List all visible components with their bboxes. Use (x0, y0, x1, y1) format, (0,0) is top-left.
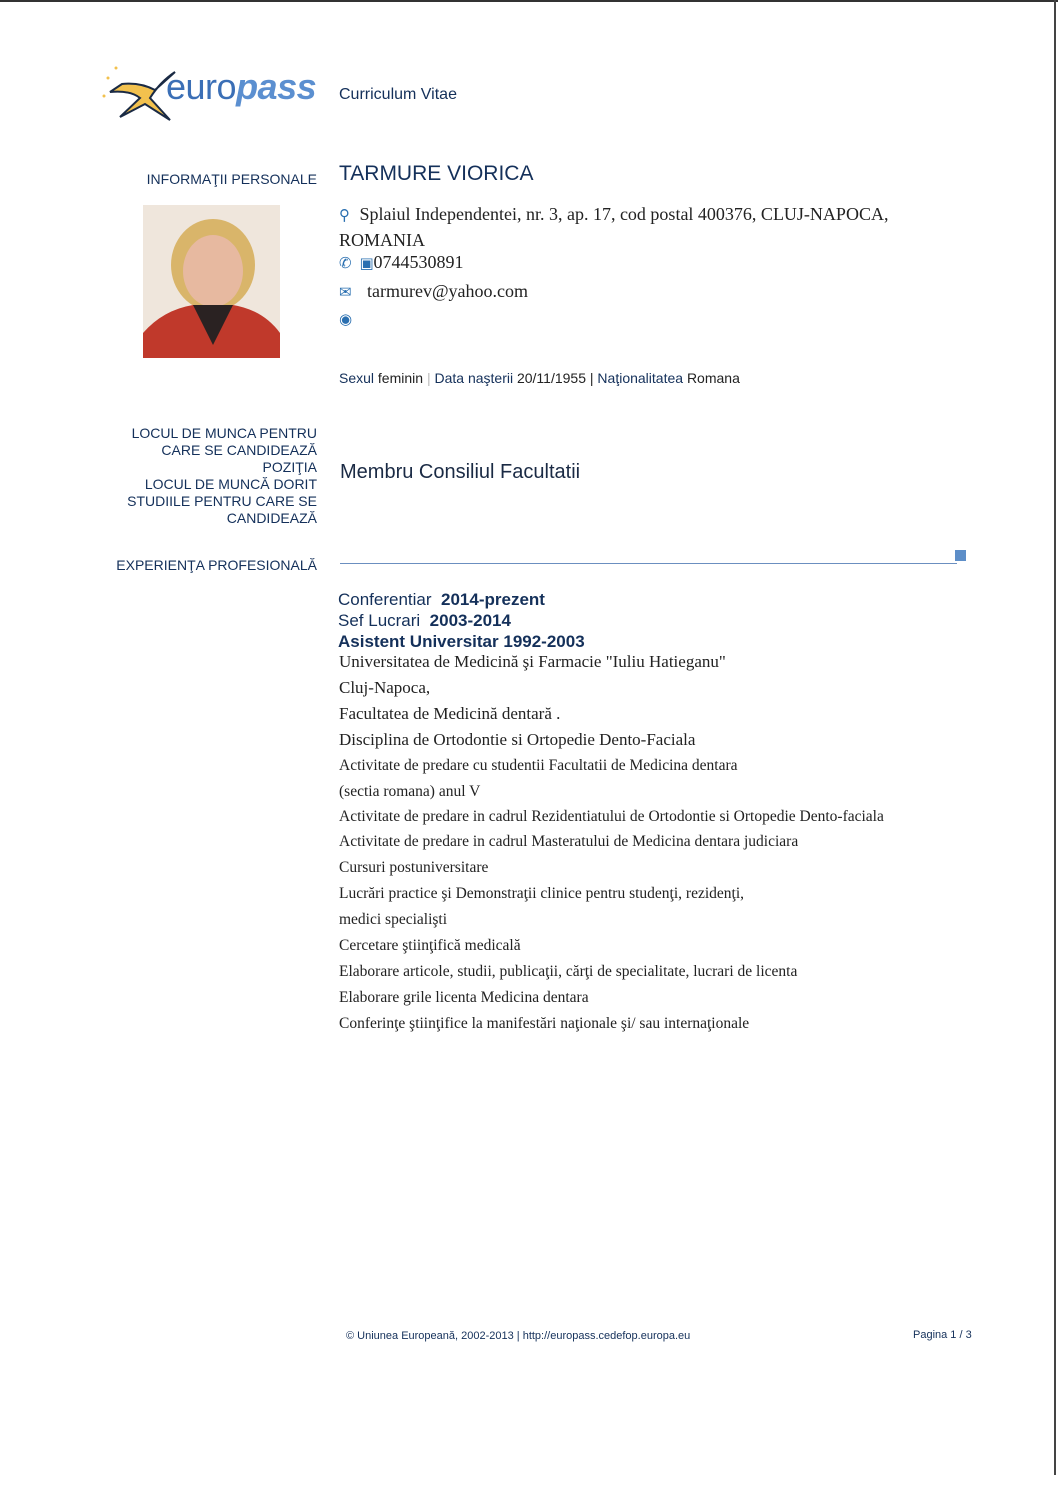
envelope-icon: ✉ (339, 283, 352, 301)
address: ⚲ Splaiul Independentei, nr. 3, ap. 17, cod postal 400376, CLUJ-NAPOCA, (339, 204, 889, 224)
section-label-job-applied: LOCUL DE MUNCA PENTRU CARE SE CANDIDEAZĂ (131, 425, 317, 458)
position-value: Membru Consiliul Facultatii (340, 461, 581, 483)
title-row: Asistent Universitar 1992-2003 (338, 632, 585, 651)
title-row: Conferentiar 2014-prezent (338, 590, 545, 609)
email: ✉ tarmurev@yahoo.com (339, 281, 529, 301)
detail-line: Universitatea de Medicină şi Farmacie "Iuliu Hatieganu" (339, 652, 726, 671)
web-icon-row (339, 308, 355, 329)
detail-line: Facultatea de Medicină dentară . (339, 704, 561, 723)
detail-line: Activitate de predare in cadrul Rezidentiatului de Ortodontie si Ortopedie Dento-faciala (339, 808, 884, 825)
detail-line: Cursuri postuniversitare (339, 859, 489, 876)
address-line2: ROMANIA (339, 230, 426, 250)
personal-details: Sexul feminin | Data naşterii 20/11/1955 | Naţionalitatea Romana (339, 370, 740, 386)
scan-border-right (1054, 0, 1056, 1475)
phone-icon: ✆ (339, 254, 352, 272)
mouse-icon: ◉ (339, 310, 353, 328)
detail-line: Activitate de predare in cadrul Masteratului de Medicina dentara judiciara (339, 833, 799, 850)
document-title: Curriculum Vitae (339, 86, 457, 103)
mobile-icon: ▣ (359, 254, 374, 272)
detail-line: (sectia romana) anul V (339, 783, 481, 800)
title-row: Sef Lucrari 2003-2014 (338, 611, 511, 630)
detail-line: Disciplina de Ortodontie si Ortopedie Dento-Faciala (339, 730, 696, 749)
detail-line: Activitate de predare cu studentii Facultatii de Medicina dentara (339, 757, 738, 774)
section-label-desired-job: LOCUL DE MUNCĂ DORIT (144, 476, 317, 492)
experience-titles (338, 589, 585, 652)
applicant-name: TARMURE VIORICA (339, 162, 534, 185)
scan-border-top (0, 0, 1058, 2)
section-divider (340, 563, 957, 564)
footer-copyright: © Uniunea Europeană, 2002-2013 | http://europass.cedefop.europa.eu (346, 1330, 691, 1342)
experience-details (339, 649, 934, 1037)
section-label-position: POZIŢIA (262, 459, 317, 475)
europass-logo (100, 62, 320, 124)
section-label-studies: STUDIILE PENTRU CARE SE CANDIDEAZĂ (127, 493, 317, 526)
detail-line: Elaborare articole, studii, publicaţii, cărţi de specialitate, lucrari de licenta (339, 963, 798, 980)
divider-marker (955, 550, 966, 561)
page-number: Pagina 1 / 3 (913, 1329, 972, 1341)
applicant-photo (143, 205, 280, 358)
europass-wordmark: europass (166, 66, 317, 107)
section-label-experience: EXPERIENŢA PROFESIONALĂ (116, 557, 317, 573)
detail-line: Cercetare ştiinţifică medicală (339, 937, 521, 954)
section-label-personal-info: INFORMAŢII PERSONALE (146, 171, 317, 187)
detail-line: Lucrări practice şi Demonstraţii clinice pentru studenţi, rezidenţi, (339, 885, 744, 902)
detail-line: medici specialişti (339, 911, 448, 928)
location-pin-icon: ⚲ (339, 206, 350, 224)
detail-line: Elaborare grile licenta Medicina dentara (339, 989, 589, 1006)
detail-line: Conferinţe ştiinţifice la manifestări naţionale şi/ sau internaţionale (339, 1015, 750, 1032)
phone: ✆ ▣0744530891 (339, 252, 464, 272)
detail-line: Cluj-Napoca, (339, 678, 431, 697)
